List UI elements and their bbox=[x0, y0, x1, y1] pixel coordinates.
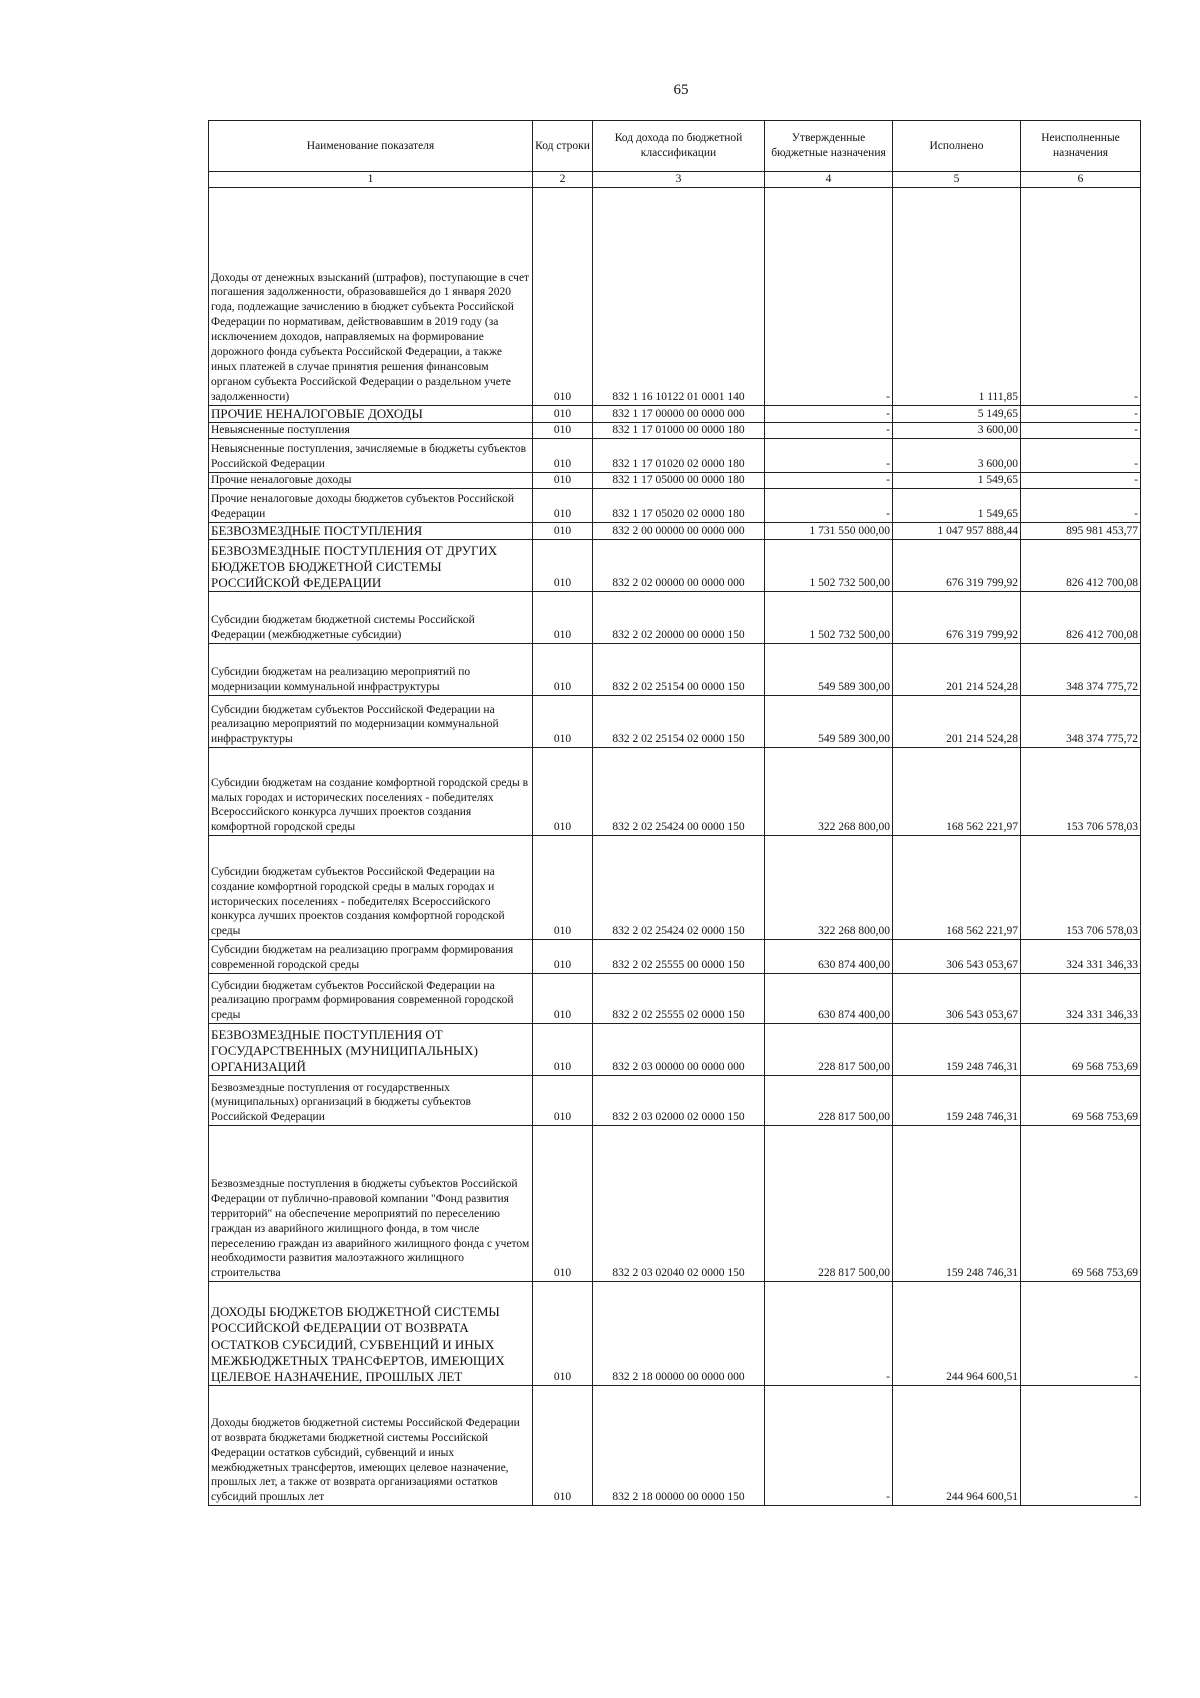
row-name: Прочие неналоговые доходы бюджетов субъектов Российской Федерации bbox=[209, 489, 533, 523]
row-approved: - bbox=[765, 1386, 893, 1506]
row-revenue-code: 832 2 02 25154 02 0000 150 bbox=[593, 696, 765, 748]
row-executed: 1 047 957 888,44 bbox=[893, 523, 1021, 540]
row-name: Невыясненные поступления bbox=[209, 423, 533, 439]
row-line-code: 010 bbox=[533, 473, 593, 489]
row-revenue-code: 832 2 02 25154 00 0000 150 bbox=[593, 644, 765, 696]
row-unexecuted: 826 412 700,08 bbox=[1021, 592, 1141, 644]
header-revenue-code: Код дохода по бюджетной классификации bbox=[593, 121, 765, 172]
row-revenue-code: 832 2 03 02040 02 0000 150 bbox=[593, 1126, 765, 1282]
row-revenue-code: 832 1 17 01000 00 0000 180 bbox=[593, 423, 765, 439]
table-row bbox=[209, 405, 1141, 422]
row-revenue-code: 832 1 17 05000 00 0000 180 bbox=[593, 473, 765, 489]
row-name: Прочие неналоговые доходы bbox=[209, 473, 533, 489]
table-row bbox=[209, 1126, 1141, 1282]
row-unexecuted: - bbox=[1021, 473, 1141, 489]
row-approved: 630 874 400,00 bbox=[765, 940, 893, 974]
row-revenue-code: 832 2 00 00000 00 0000 000 bbox=[593, 523, 765, 540]
row-executed: 159 248 746,31 bbox=[893, 1126, 1021, 1282]
table-row bbox=[209, 423, 1141, 439]
row-line-code: 010 bbox=[533, 523, 593, 540]
row-approved: 630 874 400,00 bbox=[765, 974, 893, 1024]
row-approved: 228 817 500,00 bbox=[765, 1024, 893, 1076]
row-line-code: 010 bbox=[533, 592, 593, 644]
column-number: 1 bbox=[209, 172, 533, 188]
row-revenue-code: 832 2 02 00000 00 0000 000 bbox=[593, 540, 765, 592]
row-unexecuted: - bbox=[1021, 423, 1141, 439]
row-executed: 306 543 053,67 bbox=[893, 940, 1021, 974]
row-unexecuted: - bbox=[1021, 1282, 1141, 1386]
row-line-code: 010 bbox=[533, 836, 593, 940]
row-name: Субсидии бюджетам субъектов Российской Федерации на реализацию мероприятий по модернизации коммунальной инфраструктуры bbox=[209, 696, 533, 748]
row-line-code: 010 bbox=[533, 1386, 593, 1506]
table-row bbox=[209, 974, 1141, 1024]
row-executed: 168 562 221,97 bbox=[893, 836, 1021, 940]
table-row bbox=[209, 1076, 1141, 1126]
row-name: Невыясненные поступления, зачисляемые в бюджеты субъектов Российской Федерации bbox=[209, 439, 533, 473]
row-approved: 1 502 732 500,00 bbox=[765, 592, 893, 644]
row-approved: 322 268 800,00 bbox=[765, 748, 893, 836]
row-executed: 676 319 799,92 bbox=[893, 592, 1021, 644]
row-approved: - bbox=[765, 423, 893, 439]
row-executed: 159 248 746,31 bbox=[893, 1076, 1021, 1126]
row-executed: 3 600,00 bbox=[893, 439, 1021, 473]
table-row bbox=[209, 696, 1141, 748]
row-line-code: 010 bbox=[533, 1126, 593, 1282]
row-line-code: 010 bbox=[533, 1282, 593, 1386]
row-name: Субсидии бюджетам на реализацию программ формирования современной городской среды bbox=[209, 940, 533, 974]
row-revenue-code: 832 2 02 25555 02 0000 150 bbox=[593, 974, 765, 1024]
row-line-code: 010 bbox=[533, 187, 593, 405]
row-unexecuted: - bbox=[1021, 489, 1141, 523]
row-executed: 1 111,85 bbox=[893, 187, 1021, 405]
row-approved: - bbox=[765, 489, 893, 523]
row-name: Безвозмездные поступления в бюджеты субъектов Российской Федерации от публично-правовой компании "Фонд развития территорий" на обеспечение мероприятий по переселению граждан из аварийного жилищного фонда, в том числе переселению граждан из аварийного жилищного фонда с учетом необходимости развития малоэтажного жилищного строительства bbox=[209, 1126, 533, 1282]
row-line-code: 010 bbox=[533, 696, 593, 748]
column-number: 6 bbox=[1021, 172, 1141, 188]
row-revenue-code: 832 2 02 25555 00 0000 150 bbox=[593, 940, 765, 974]
row-line-code: 010 bbox=[533, 644, 593, 696]
table-row bbox=[209, 473, 1141, 489]
row-executed: 676 319 799,92 bbox=[893, 540, 1021, 592]
table-body bbox=[209, 187, 1141, 1505]
column-number-row bbox=[209, 172, 1141, 188]
row-revenue-code: 832 2 03 02000 02 0000 150 bbox=[593, 1076, 765, 1126]
row-revenue-code: 832 2 03 00000 00 0000 000 bbox=[593, 1024, 765, 1076]
row-name: Доходы от денежных взысканий (штрафов), поступающие в счет погашения задолженности, образовавшейся до 1 января 2020 года, подлежащие зачислению в бюджет субъекта Российской Федерации по нормативам, действовавшим в 2019 году (за исключением доходов, направляемых на формирование дорожного фонда субъекта Российской Федерации, а также иных платежей в случае принятия решения финансовым органом субъекта Российской Федерации о раздельном учете задолженности) bbox=[209, 187, 533, 405]
page-number: 65 bbox=[673, 82, 689, 98]
row-executed: 159 248 746,31 bbox=[893, 1024, 1021, 1076]
row-unexecuted: 324 331 346,33 bbox=[1021, 940, 1141, 974]
row-revenue-code: 832 1 17 00000 00 0000 000 bbox=[593, 405, 765, 422]
table-row bbox=[209, 1386, 1141, 1506]
row-line-code: 010 bbox=[533, 405, 593, 422]
table-row bbox=[209, 644, 1141, 696]
row-revenue-code: 832 1 16 10122 01 0001 140 bbox=[593, 187, 765, 405]
table-row bbox=[209, 1282, 1141, 1386]
row-executed: 306 543 053,67 bbox=[893, 974, 1021, 1024]
column-number: 5 bbox=[893, 172, 1021, 188]
row-executed: 201 214 524,28 bbox=[893, 644, 1021, 696]
row-name: БЕЗВОЗМЕЗДНЫЕ ПОСТУПЛЕНИЯ bbox=[209, 523, 533, 540]
row-name: ПРОЧИЕ НЕНАЛОГОВЫЕ ДОХОДЫ bbox=[209, 405, 533, 422]
row-approved: - bbox=[765, 473, 893, 489]
column-number: 3 bbox=[593, 172, 765, 188]
row-line-code: 010 bbox=[533, 439, 593, 473]
row-unexecuted: 826 412 700,08 bbox=[1021, 540, 1141, 592]
row-unexecuted: 348 374 775,72 bbox=[1021, 644, 1141, 696]
header-indicator-name: Наименование показателя bbox=[209, 121, 533, 172]
row-name: Субсидии бюджетам бюджетной системы Российской Федерации (межбюджетные субсидии) bbox=[209, 592, 533, 644]
row-revenue-code: 832 2 18 00000 00 0000 150 bbox=[593, 1386, 765, 1506]
row-unexecuted: - bbox=[1021, 187, 1141, 405]
row-executed: 1 549,65 bbox=[893, 489, 1021, 523]
row-approved: 549 589 300,00 bbox=[765, 696, 893, 748]
row-line-code: 010 bbox=[533, 540, 593, 592]
row-unexecuted: 69 568 753,69 bbox=[1021, 1024, 1141, 1076]
row-name: Субсидии бюджетам субъектов Российской Федерации на создание комфортной городской среды в малых городах и исторических поселениях - победителях Всероссийского конкурса лучших проектов создания комфортной городской среды bbox=[209, 836, 533, 940]
row-unexecuted: 69 568 753,69 bbox=[1021, 1126, 1141, 1282]
row-executed: 244 964 600,51 bbox=[893, 1386, 1021, 1506]
row-unexecuted: - bbox=[1021, 1386, 1141, 1506]
row-line-code: 010 bbox=[533, 940, 593, 974]
row-unexecuted: - bbox=[1021, 439, 1141, 473]
row-approved: - bbox=[765, 187, 893, 405]
row-unexecuted: 153 706 578,03 bbox=[1021, 748, 1141, 836]
row-line-code: 010 bbox=[533, 1024, 593, 1076]
table-row bbox=[209, 187, 1141, 405]
header-unexecuted: Неисполненные назначения bbox=[1021, 121, 1141, 172]
row-unexecuted: - bbox=[1021, 405, 1141, 422]
row-name: Субсидии бюджетам субъектов Российской Федерации на реализацию программ формирования современной городской среды bbox=[209, 974, 533, 1024]
row-revenue-code: 832 2 02 20000 00 0000 150 bbox=[593, 592, 765, 644]
table-row bbox=[209, 592, 1141, 644]
row-name: БЕЗВОЗМЕЗДНЫЕ ПОСТУПЛЕНИЯ ОТ ДРУГИХ БЮДЖЕТОВ БЮДЖЕТНОЙ СИСТЕМЫ РОССИЙСКОЙ ФЕДЕРАЦИИ bbox=[209, 540, 533, 592]
budget-revenue-table bbox=[208, 120, 1141, 1506]
row-line-code: 010 bbox=[533, 423, 593, 439]
header-line-code: Код строки bbox=[533, 121, 593, 172]
row-approved: - bbox=[765, 405, 893, 422]
row-name: Безвозмездные поступления от государственных (муниципальных) организаций в бюджеты субъектов Российской Федерации bbox=[209, 1076, 533, 1126]
row-name: Субсидии бюджетам на реализацию мероприятий по модернизации коммунальной инфраструктуры bbox=[209, 644, 533, 696]
row-line-code: 010 bbox=[533, 748, 593, 836]
row-approved: 228 817 500,00 bbox=[765, 1126, 893, 1282]
row-approved: 549 589 300,00 bbox=[765, 644, 893, 696]
table-row bbox=[209, 489, 1141, 523]
row-approved: 228 817 500,00 bbox=[765, 1076, 893, 1126]
row-executed: 201 214 524,28 bbox=[893, 696, 1021, 748]
row-executed: 168 562 221,97 bbox=[893, 748, 1021, 836]
row-revenue-code: 832 2 02 25424 00 0000 150 bbox=[593, 748, 765, 836]
table-row bbox=[209, 540, 1141, 592]
table-row bbox=[209, 1024, 1141, 1076]
column-number: 4 bbox=[765, 172, 893, 188]
row-name: Доходы бюджетов бюджетной системы Российской Федерации от возврата бюджетами бюджетной системы Российской Федерации остатков субсидий, субвенций и иных межбюджетных трансфертов, имеющих целевое назначение, прошлых лет, а также от возврата организациями остатков субсидий прошлых лет bbox=[209, 1386, 533, 1506]
row-executed: 244 964 600,51 bbox=[893, 1282, 1021, 1386]
table-row bbox=[209, 439, 1141, 473]
table-row bbox=[209, 836, 1141, 940]
table-row bbox=[209, 523, 1141, 540]
row-approved: 322 268 800,00 bbox=[765, 836, 893, 940]
row-name: Субсидии бюджетам на создание комфортной городской среды в малых городах и исторических поселениях - победителях Всероссийского конкурса лучших проектов создания комфортной городской среды bbox=[209, 748, 533, 836]
row-unexecuted: 348 374 775,72 bbox=[1021, 696, 1141, 748]
column-number: 2 bbox=[533, 172, 593, 188]
table-header-row bbox=[209, 121, 1141, 172]
row-approved: - bbox=[765, 439, 893, 473]
row-revenue-code: 832 1 17 05020 02 0000 180 bbox=[593, 489, 765, 523]
row-revenue-code: 832 2 02 25424 02 0000 150 bbox=[593, 836, 765, 940]
row-unexecuted: 153 706 578,03 bbox=[1021, 836, 1141, 940]
row-line-code: 010 bbox=[533, 974, 593, 1024]
row-unexecuted: 69 568 753,69 bbox=[1021, 1076, 1141, 1126]
row-revenue-code: 832 1 17 01020 02 0000 180 bbox=[593, 439, 765, 473]
header-executed: Исполнено bbox=[893, 121, 1021, 172]
row-line-code: 010 bbox=[533, 1076, 593, 1126]
row-unexecuted: 324 331 346,33 bbox=[1021, 974, 1141, 1024]
row-name: ДОХОДЫ БЮДЖЕТОВ БЮДЖЕТНОЙ СИСТЕМЫ РОССИЙСКОЙ ФЕДЕРАЦИИ ОТ ВОЗВРАТА ОСТАТКОВ СУБСИДИЙ, СУБВЕНЦИЙ И ИНЫХ МЕЖБЮДЖЕТНЫХ ТРАНСФЕРТОВ, ИМЕЮЩИХ ЦЕЛЕВОЕ НАЗНАЧЕНИЕ, ПРОШЛЫХ ЛЕТ bbox=[209, 1282, 533, 1386]
row-executed: 1 549,65 bbox=[893, 473, 1021, 489]
table-row bbox=[209, 940, 1141, 974]
row-executed: 3 600,00 bbox=[893, 423, 1021, 439]
row-approved: 1 502 732 500,00 bbox=[765, 540, 893, 592]
row-line-code: 010 bbox=[533, 489, 593, 523]
row-unexecuted: 895 981 453,77 bbox=[1021, 523, 1141, 540]
row-approved: 1 731 550 000,00 bbox=[765, 523, 893, 540]
table-row bbox=[209, 748, 1141, 836]
row-name: БЕЗВОЗМЕЗДНЫЕ ПОСТУПЛЕНИЯ ОТ ГОСУДАРСТВЕННЫХ (МУНИЦИПАЛЬНЫХ) ОРГАНИЗАЦИЙ bbox=[209, 1024, 533, 1076]
row-revenue-code: 832 2 18 00000 00 0000 000 bbox=[593, 1282, 765, 1386]
row-approved: - bbox=[765, 1282, 893, 1386]
header-approved: Утвержденные бюджетные назначения bbox=[765, 121, 893, 172]
row-executed: 5 149,65 bbox=[893, 405, 1021, 422]
